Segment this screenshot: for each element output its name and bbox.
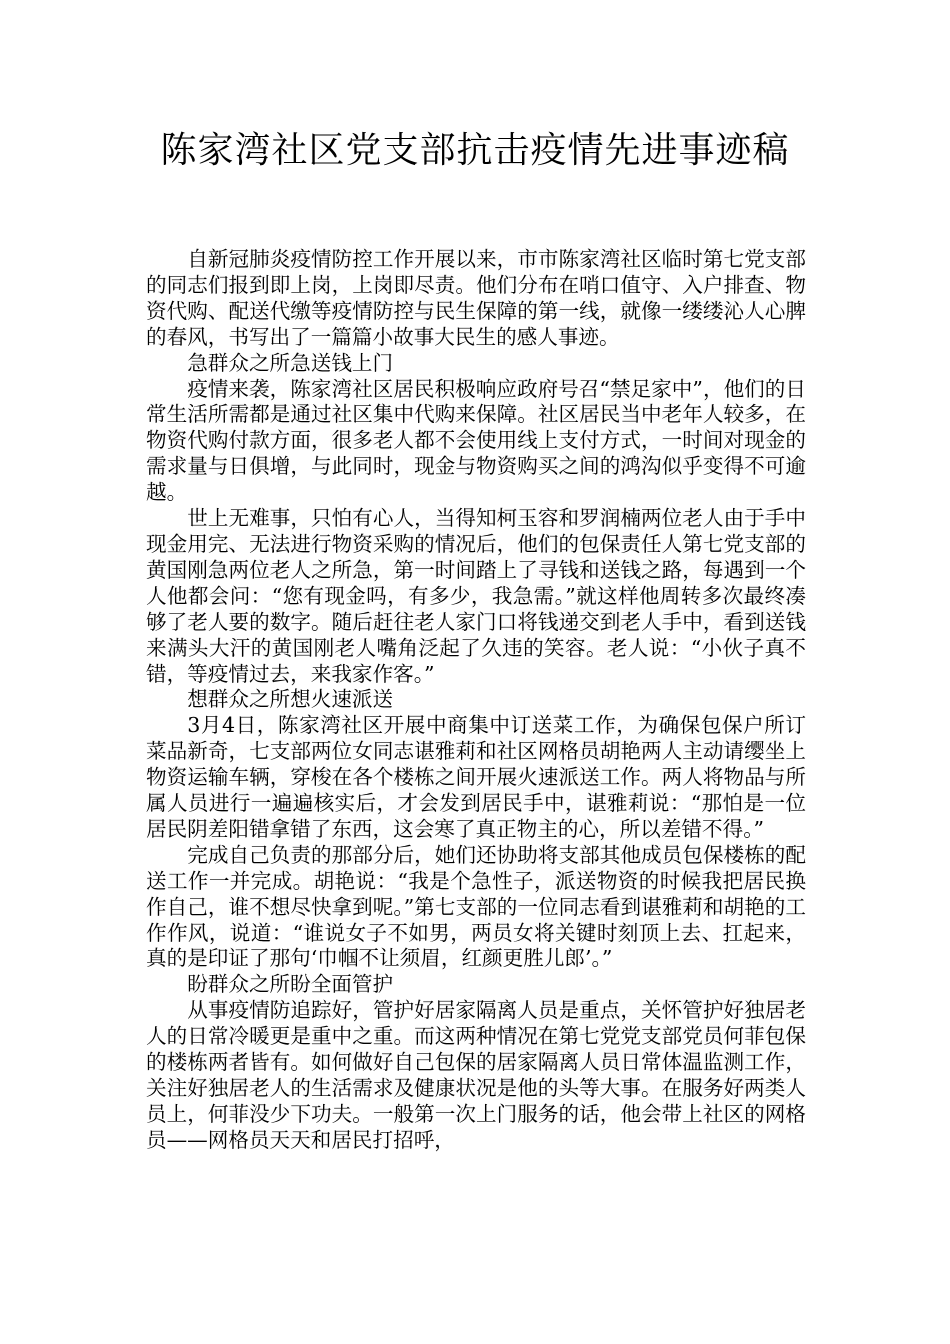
paragraph: 3月4日，陈家湾社区开展中商集中订送菜工作，为确保包保户所订菜品新奇，七支部两位女同志谌雅莉和社区网格员胡艳两人主动请缨坐上物资运输车辆，穿梭在各个楼栋之间开展火速派送工作。两人将物品与所属人员进行一遍遍核实后，才会发到居民手中，谌雅莉说：“那怕是一位居民阴差阳错拿错了东西，这会寒了真正物主的心，所以差错不得。” [146,713,806,841]
document-title: 陈家湾社区党支部抗击疫情先进事迹稿 [160,130,790,171]
section-heading-3: 盼群众之所盼全面管护 [187,972,394,997]
paragraph: 从事疫情防追踪好，管护好居家隔离人员是重点，关怀管护好独居老人的日常冷暖更是重中之重。而这两种情况在第七党党支部党员何菲包保的楼栋两者皆有。如何做好自己包保的居家隔离人员日常体温监测工作，关注好独居老人的生活需求及健康状况是他的头等大事。在服务好两类人员上，何菲没少下功夫。一般第一次上门服务的话，他会带上社区的网格员——网格员天天和居民打招呼， [146,998,806,1152]
paragraph: 疫情来袭，陈家湾社区居民积极响应政府号召“禁足家中”，他们的日常生活所需都是通过社区集中代购来保障。社区居民当中老年人较多，在物资代购付款方面，很多老人都不会使用线上支付方式，一时间对现金的需求量与日俱增，与此同时，现金与物资购买之间的鸿沟似乎变得不可逾越。 [146,376,806,505]
paragraph: 世上无难事，只怕有心人，当得知柯玉容和罗润楠两位老人由于手中现金用完、无法进行物资采购的情况后，他们的包保责任人第七党支部的黄国刚急两位老人之所急，第一时间踏上了寻钱和送钱之路，每遇到一个人他都会问：“您有现金吗，有多少，我急需。”就这样他周转多次最终凑够了老人要的数字。随后赶往老人家门口将钱递交到老人手中，看到送钱来满头大汗的黄国刚老人嘴角泛起了久违的笑容。老人说：“小伙子真不错，等疫情过去，来我家作客。” [146,506,806,686]
section-heading-2: 想群众之所想火速派送 [187,687,394,712]
section-heading-1: 急群众之所急送钱上门 [187,350,394,375]
paragraph-intro: 自新冠肺炎疫情防控工作开展以来，市市陈家湾社区临时第七党支部的同志们报到即上岗，上岗即尽责。他们分布在哨口值守、入户排查、物资代购、配送代缴等疫情防控与民生保障的第一线，就像一缕缕沁人心脾的春风，书写出了一篇篇小故事大民生的感人事迹。 [146,247,806,349]
document-body [146,247,806,1154]
paragraph: 完成自己负责的那部分后，她们还协助将支部其他成员包保楼栋的配送工作一并完成。胡艳说：“我是个急性子，派送物资的时候我把居民换作自己，谁不想尽快拿到呢。”第七支部的一位同志看到谌雅莉和胡艳的工作作风，说道：“谁说女子不如男，两员女将关键时刻顶上去、扛起来，真的是印证了那句‘巾帼不让须眉，红颜更胜儿郎’。” [146,842,806,971]
